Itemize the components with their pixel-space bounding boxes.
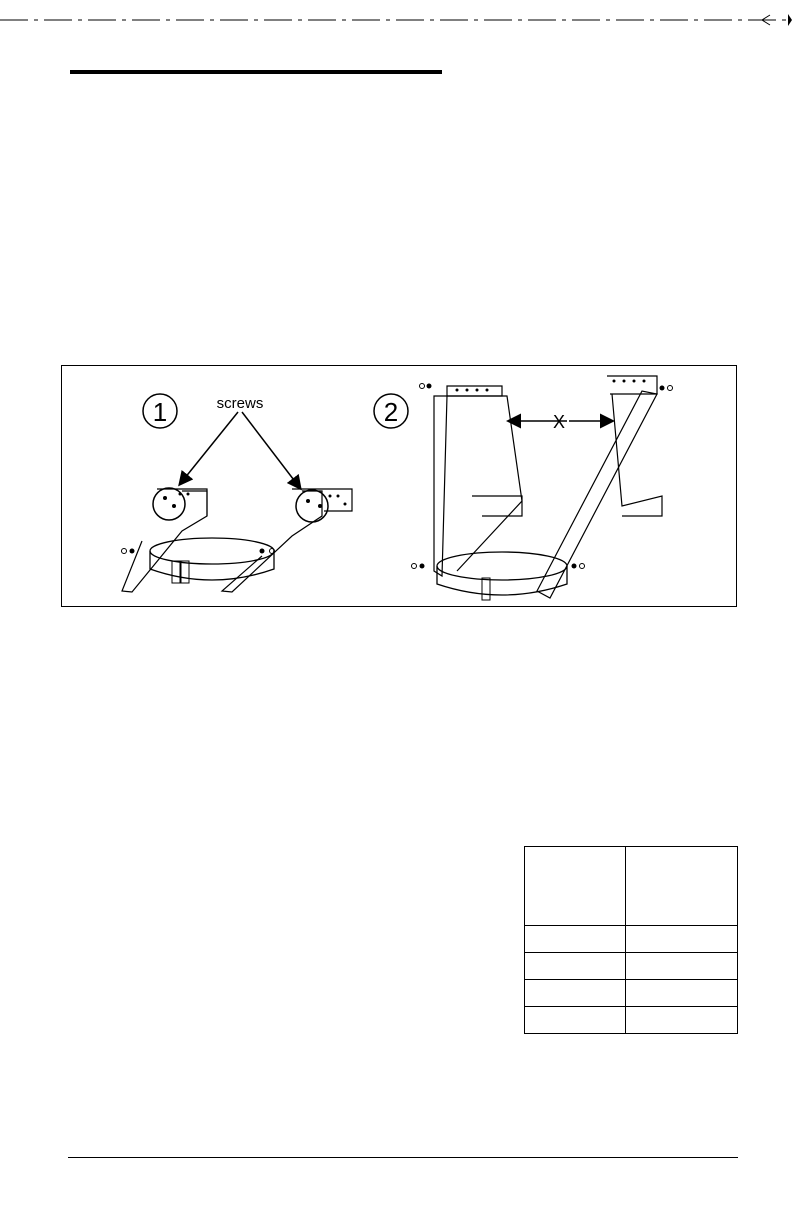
installation-figure [61,365,737,607]
footer-rule [68,1157,738,1158]
table-cell [525,1007,626,1034]
table-row [525,980,738,1007]
step-2-number: 2 [383,397,399,427]
screws-label: screws [216,395,264,412]
table-header-row [525,847,738,926]
table-header-cell [525,847,626,926]
table-header-cell [626,847,738,926]
title-rule [70,70,442,74]
table-cell [626,926,738,953]
step-1-illustration [122,394,353,592]
table-cell [525,953,626,980]
table-cell [525,926,626,953]
table-row [525,1007,738,1034]
table-cell [525,980,626,1007]
step-1-number: 1 [152,397,168,427]
table-row [525,953,738,980]
specification-table [524,846,738,1034]
table-cell [626,1007,738,1034]
table-cell [626,953,738,980]
step-2-illustration [374,376,673,600]
cut-line [0,0,792,40]
distance-x-label: X [552,412,566,432]
table-row [525,926,738,953]
table-cell [626,980,738,1007]
